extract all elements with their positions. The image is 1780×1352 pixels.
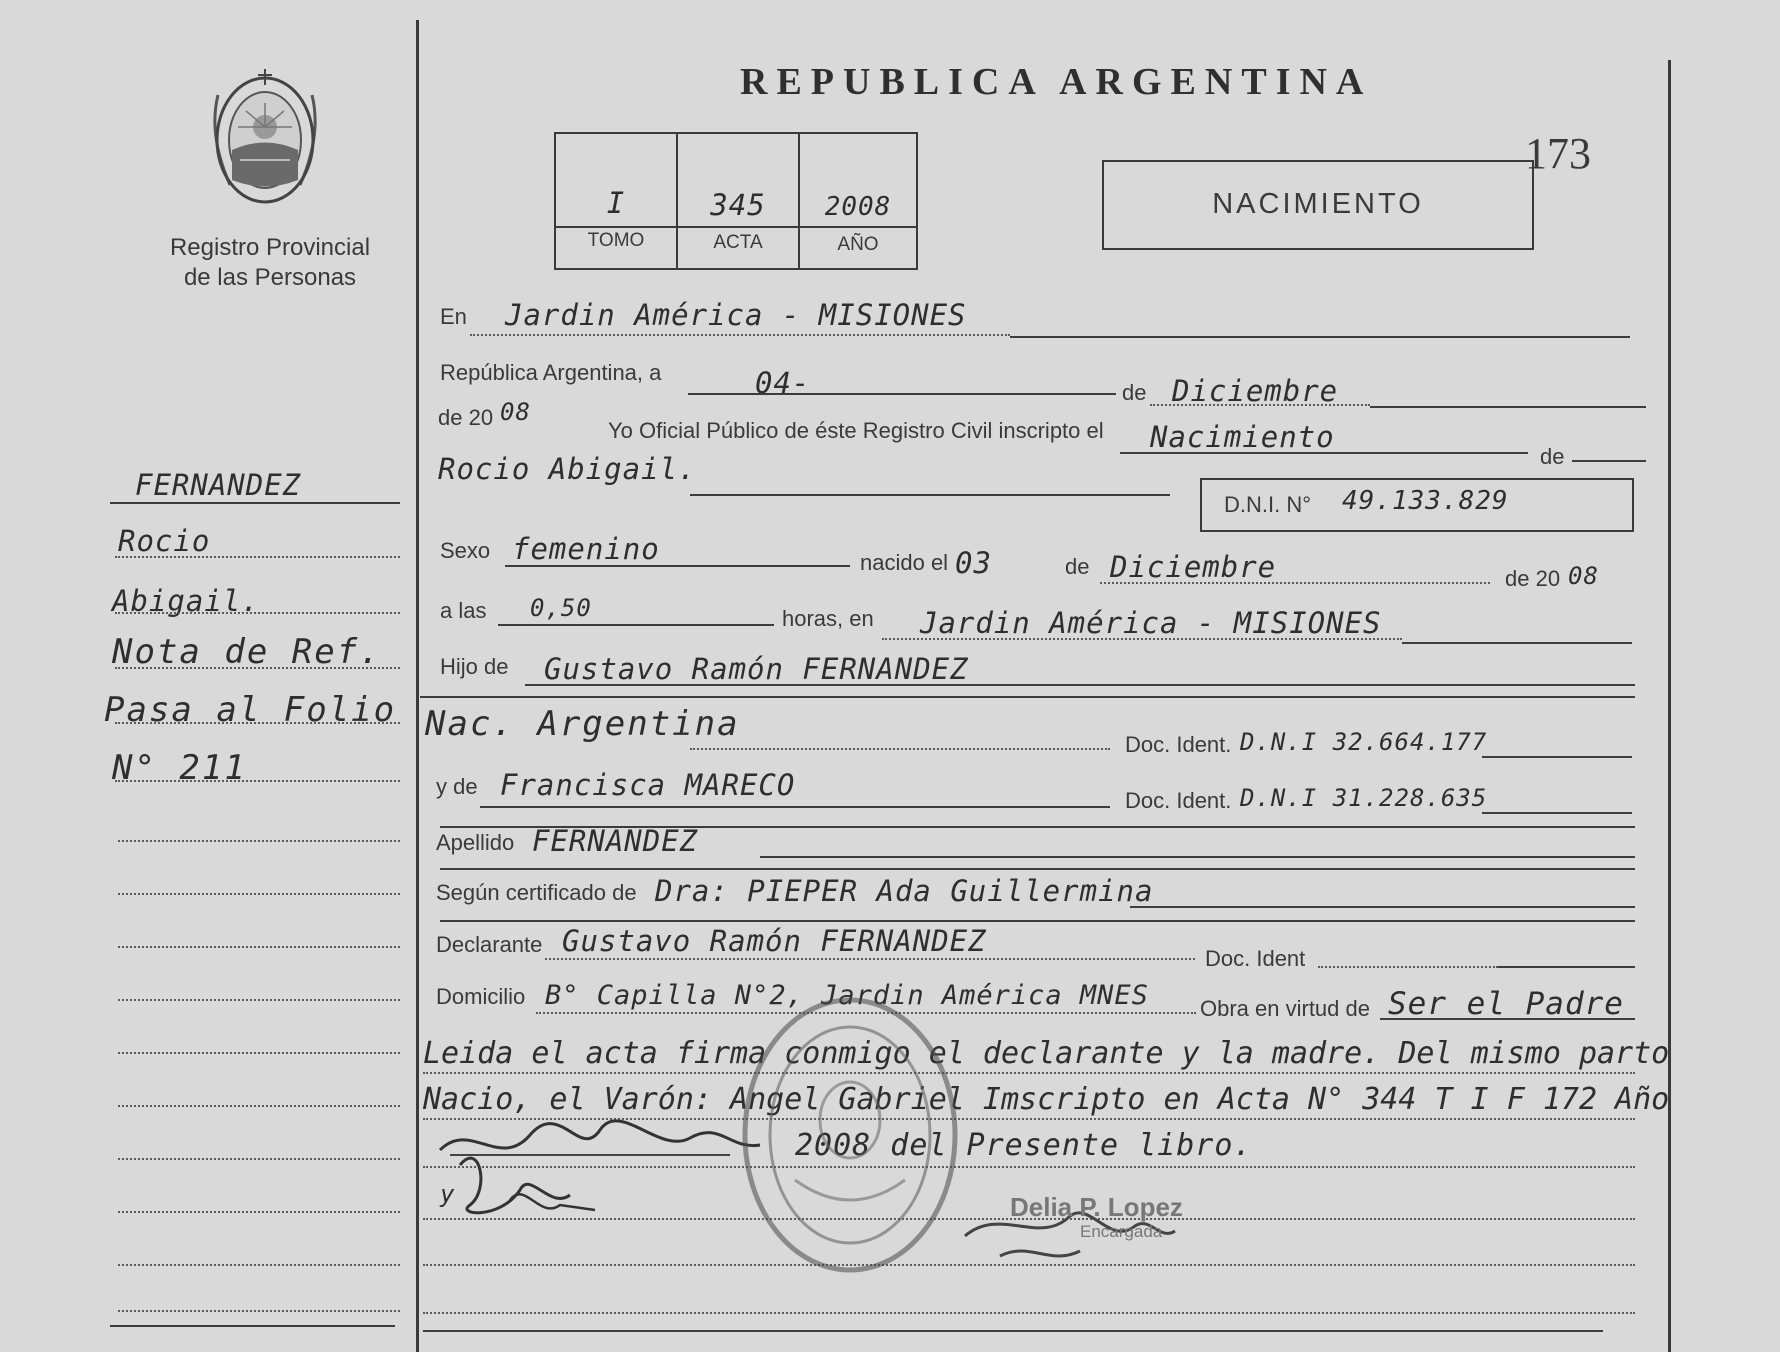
note-line-1: Leida el acta firma conmigo el declarante y la madre. Del mismo parto [423, 1036, 1670, 1071]
form-line [423, 1330, 1603, 1332]
madre-doc: D.N.I 31.228.635 [1240, 784, 1488, 812]
form-line [545, 958, 1195, 960]
form-line [420, 696, 1635, 698]
record-box [554, 132, 918, 270]
obra-label: Obra en virtud de [1200, 996, 1370, 1021]
form-line [1130, 906, 1635, 908]
doc-ident-label-1: Doc. Ident. [1125, 732, 1232, 757]
nacido-month: Diciembre [1110, 550, 1277, 584]
form-line [1572, 460, 1646, 462]
dni-label: D.N.I. N° [1224, 492, 1312, 517]
form-line [1482, 756, 1632, 758]
de-label-3: de [1065, 554, 1090, 579]
column-divider [416, 20, 419, 1352]
certificado-value: Dra: PIEPER Ada Guillermina [655, 874, 1154, 908]
a-las-label: a las [440, 598, 487, 623]
margin-line [110, 502, 400, 504]
margin-line [115, 667, 400, 669]
form-line [1120, 452, 1528, 454]
form-line [1380, 1018, 1635, 1020]
form-line [1498, 966, 1635, 968]
form-line [690, 748, 1110, 750]
de-2008-label: de 20 [438, 405, 494, 430]
sexo-label: Sexo [440, 538, 491, 563]
margin-surname: FERNANDEZ [135, 468, 302, 502]
sexo-value: femenino [512, 532, 660, 566]
margin-line [118, 1264, 400, 1266]
margin-line [115, 612, 400, 614]
declarante-value: Gustavo Ramón FERNANDEZ [562, 924, 987, 958]
segun-label: Según certificado de [436, 880, 637, 905]
signature-declarante [430, 1110, 770, 1230]
name-value: Rocio Abigail. [438, 452, 697, 486]
apellido-label: Apellido [436, 830, 515, 855]
inscripto-value: Nacimiento [1150, 420, 1335, 454]
margin-line [118, 946, 400, 948]
note-line-2: Nacio, el Varón: Angel Gabriel Imscripto en Acta N° 344 T I F 172 Año [423, 1082, 1670, 1117]
margin-line [118, 1105, 400, 1107]
form-line [525, 684, 1635, 686]
margin-line [115, 556, 400, 558]
de-label-2: de [1540, 444, 1565, 469]
tomo-value: I [606, 186, 626, 220]
margin-line [118, 893, 400, 895]
day-value: 04- [755, 366, 811, 400]
margin-line [110, 1325, 395, 1327]
oficial-label: Yo Oficial Público de éste Registro Civil inscripto el [608, 418, 1104, 443]
margin-pasa: Pasa al Folio [104, 690, 397, 730]
acta-value: 345 [710, 188, 766, 222]
obra-value: Ser el Padre [1388, 986, 1624, 1022]
dni-value: 49.133.829 [1342, 486, 1509, 516]
registry-name-line2: de las Personas [183, 264, 357, 291]
form-line [480, 806, 1110, 808]
dni-box [1200, 478, 1634, 532]
registry-name-line1: Registro Provincial [169, 234, 371, 261]
form-line [440, 868, 1635, 870]
padre-value: Gustavo Ramón FERNANDEZ [544, 652, 969, 686]
form-line [688, 393, 1116, 395]
form-line [1402, 642, 1632, 644]
margin-line [118, 999, 400, 1001]
form-line [760, 856, 1635, 858]
hora-value: 0,50 [530, 594, 592, 622]
margin-nota: Nota de Ref. [112, 632, 382, 672]
anio-label: AÑO [837, 234, 879, 255]
domicilio-value: B° Capilla N°2, Jardin América MNES [545, 980, 1149, 1011]
official-name: Delia P. Lopez [1010, 1192, 1183, 1222]
lugar-value: Jardin América - MISIONES [920, 606, 1382, 640]
nacionalidad-value: Nac. Argentina [425, 704, 740, 744]
nacido-label: nacido el [860, 550, 949, 575]
nacido-year: 08 [1568, 562, 1599, 590]
month-value: Diciembre [1172, 374, 1339, 408]
rep-label: República Argentina, a [440, 360, 662, 385]
page-number: 173 [1525, 129, 1591, 178]
nacido-day: 03 [955, 546, 992, 580]
doc-ident-label-2: Doc. Ident. [1125, 788, 1232, 813]
margin-line [115, 722, 400, 724]
margin-line [118, 1052, 400, 1054]
official-stamp [735, 990, 965, 1280]
domicilio-label: Domicilio [436, 984, 526, 1009]
padre-doc: D.N.I 32.664.177 [1240, 728, 1488, 756]
page-title: REPUBLICA ARGENTINA [740, 61, 1373, 103]
form-line [690, 494, 1170, 496]
anio-value: 2008 [824, 192, 892, 222]
form-line [1370, 406, 1646, 408]
hijo-label: Hijo de [440, 654, 509, 679]
form-line [440, 920, 1635, 922]
horas-en-label: horas, en [782, 606, 874, 631]
de-label: de [1122, 380, 1147, 405]
form-line [1010, 336, 1630, 338]
margin-folio: N° 211 [112, 748, 247, 788]
form-line [505, 565, 850, 567]
record-type-box [1102, 160, 1534, 250]
form-line [1482, 812, 1632, 814]
form-line [423, 1072, 1635, 1074]
margin-line [115, 780, 400, 782]
right-border [1668, 60, 1671, 1352]
form-line [498, 624, 774, 626]
doc-ident-label-3: Doc. Ident [1205, 946, 1306, 971]
record-type-label: NACIMIENTO [1212, 188, 1424, 220]
acta-label: ACTA [713, 232, 763, 253]
madre-value: Francisca MARECO [500, 768, 796, 802]
margin-line [118, 1211, 400, 1213]
form-line [882, 638, 1402, 640]
de-20-label: de 20 [1505, 566, 1561, 591]
tomo-label: TOMO [587, 230, 645, 251]
form-line [1100, 582, 1490, 584]
margin-name-1: Rocio [118, 524, 211, 558]
form-line [423, 1312, 1635, 1314]
margin-line [118, 1310, 400, 1312]
y-de-label: y de [436, 774, 478, 799]
en-label: En [440, 304, 467, 329]
record-box-caption-line [556, 226, 916, 228]
declarante-label: Declarante [436, 932, 543, 957]
official-title: Encargada [1080, 1222, 1163, 1241]
apellido-value: FERNANDEZ [532, 824, 699, 858]
firma-prefix: y [440, 1180, 456, 1208]
year-suffix: 08 [500, 398, 531, 426]
margin-line [118, 1158, 400, 1160]
margin-name-2: Abigail. [112, 584, 260, 618]
provincial-seal [200, 55, 330, 210]
form-line [1150, 404, 1370, 406]
margin-line [118, 840, 400, 842]
place-value: Jardin América - MISIONES [505, 298, 967, 332]
form-line [470, 334, 1010, 336]
form-line [1318, 966, 1498, 968]
note-line-3: 2008 del Presente libro. [795, 1128, 1253, 1163]
